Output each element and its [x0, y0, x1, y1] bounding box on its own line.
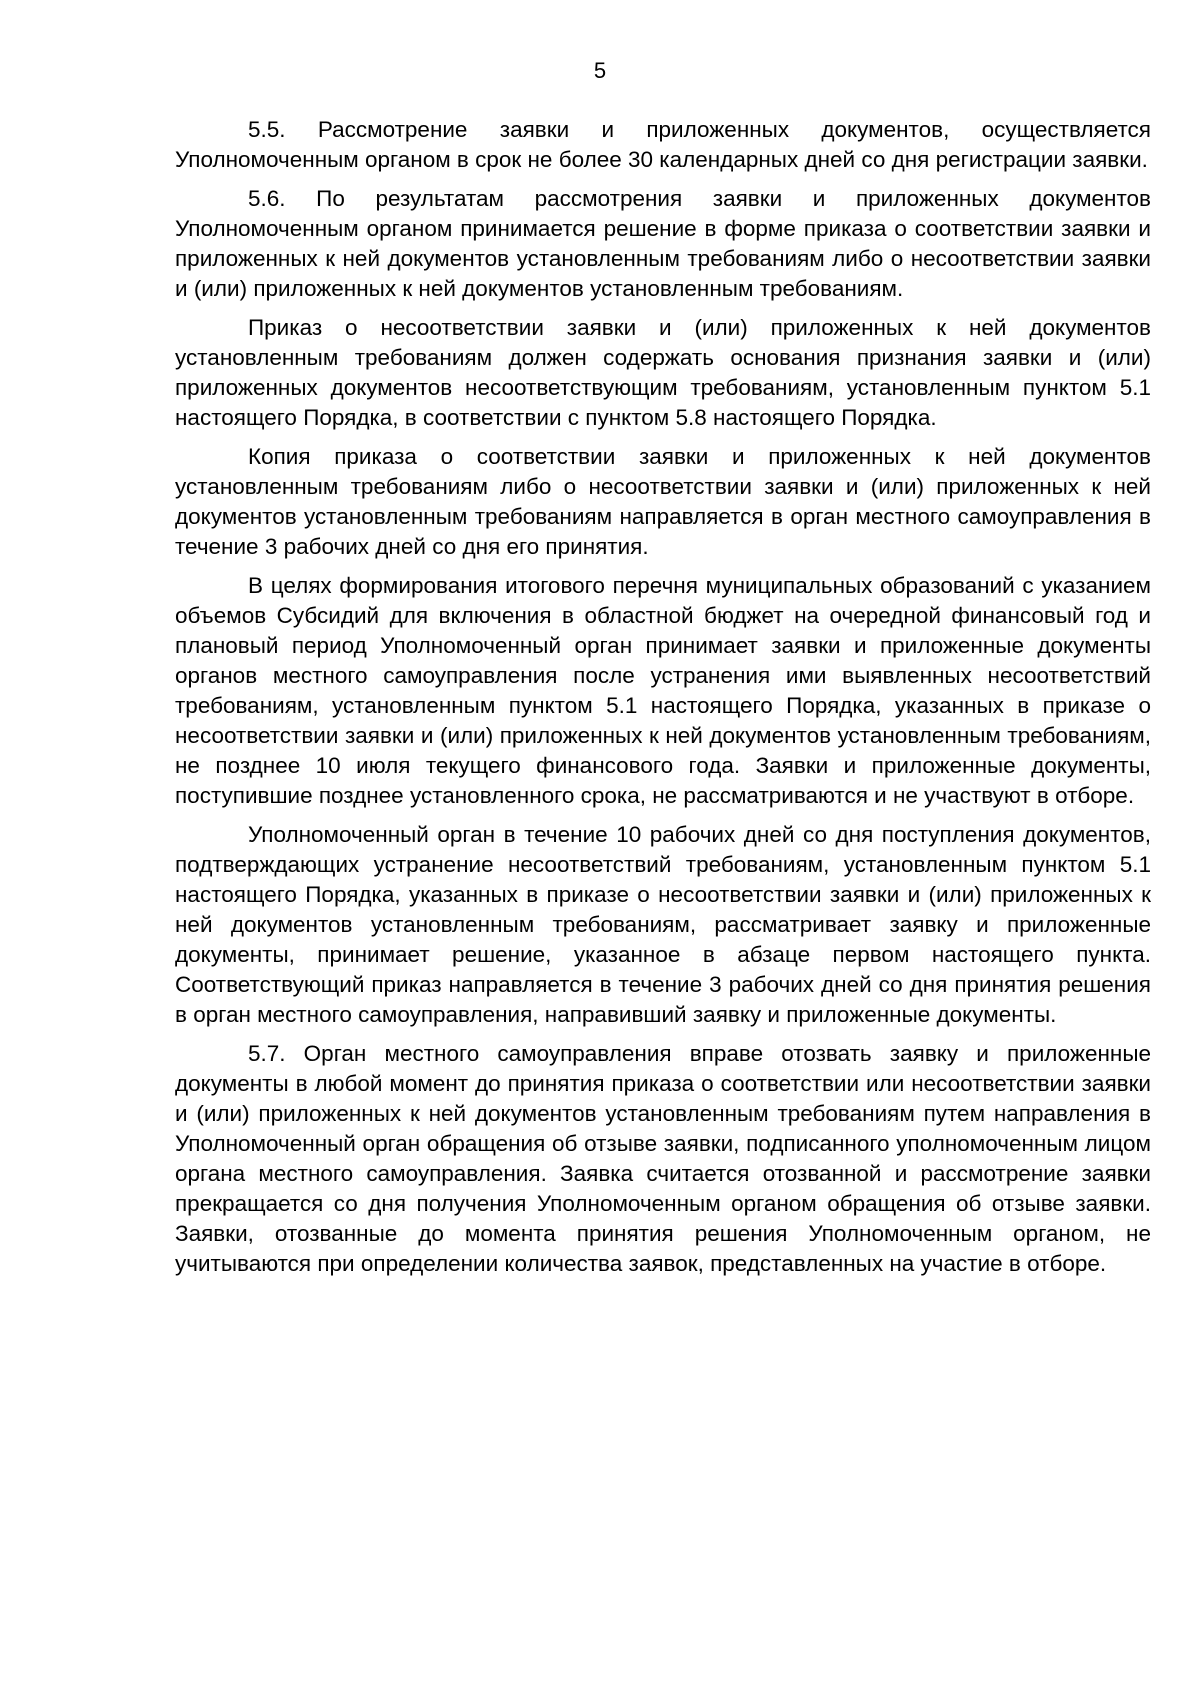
paragraph-5-6: 5.6. По результатам рассмотрения заявки и приложенных документов Уполномоченным органом принимается решение в форме приказа о соответствии заявки и приложенных к ней документов установленным требованиям либо о несоответствии заявки и (или) приложенных к ней документов установленным требованиям.: [175, 186, 1151, 301]
document-body: [175, 115, 1151, 1288]
paragraph-final-list: В целях формирования итогового перечня муниципальных образований с указанием объемов Субсидий для включения в областной бюджет на очередной финансовый год и плановый период Уполномоченный орган принимает заявки и приложенные документы органов местного самоуправления после устранения ими выявленных несоответствий требованиям, установленным пунктом 5.1 настоящего Порядка, указанных в приказе о несоответствии заявки и (или) приложенных к ней документов установленным требованиям, не позднее 10 июля текущего финансового года. Заявки и приложенные документы, поступившие позднее установленного срока, не рассматриваются и не участвуют в отборе.: [175, 573, 1151, 808]
paragraph-5-7: 5.7. Орган местного самоуправления вправе отозвать заявку и приложенные документы в любой момент до принятия приказа о соответствии или несоответствии заявки и (или) приложенных к ней документов установленным требованиям путем направления в Уполномоченный орган обращения об отзыве заявки, подписанного уполномоченным лицом органа местного самоуправления. Заявка считается отозванной и рассмотрение заявки прекращается со дня получения Уполномоченным органом обращения об отзыве заявки. Заявки, отозванные до момента принятия решения Уполномоченным органом, не учитываются при определении количества заявок, представленных на участие в отборе.: [175, 1041, 1151, 1276]
page-number: 5: [593, 58, 607, 83]
paragraph-resubmission-review: Уполномоченный орган в течение 10 рабочих дней со дня поступления документов, подтверждающих устранение несоответствий требованиям, установленным пунктом 5.1 настоящего Порядка, указанных в приказе о несоответствии заявки и (или) приложенных к ней документов установленным требованиям, рассматривает заявку и приложенные документы, принимает решение, указанное в абзаце первом настоящего пункта. Соответствующий приказ направляется в течение 3 рабочих дней со дня принятия решения в орган местного самоуправления, направивший заявку и приложенные документы.: [175, 822, 1151, 1027]
paragraph-order-copy: Копия приказа о соответствии заявки и приложенных к ней документов установленным требованиям либо о несоответствии заявки и (или) приложенных к ней документов установленным требованиям направляется в орган местного самоуправления в течение 3 рабочих дней со дня его принятия.: [175, 444, 1151, 559]
paragraph-order-noncompliance: Приказ о несоответствии заявки и (или) приложенных к ней документов установленным требованиям должен содержать основания признания заявки и (или) приложенных документов несоответствующим требованиям, установленным пунктом 5.1 настоящего Порядка, в соответствии с пунктом 5.8 настоящего Порядка.: [175, 315, 1151, 430]
paragraph-5-5: 5.5. Рассмотрение заявки и приложенных документов, осуществляется Уполномоченным органом в срок не более 30 календарных дней со дня регистрации заявки.: [175, 117, 1151, 172]
